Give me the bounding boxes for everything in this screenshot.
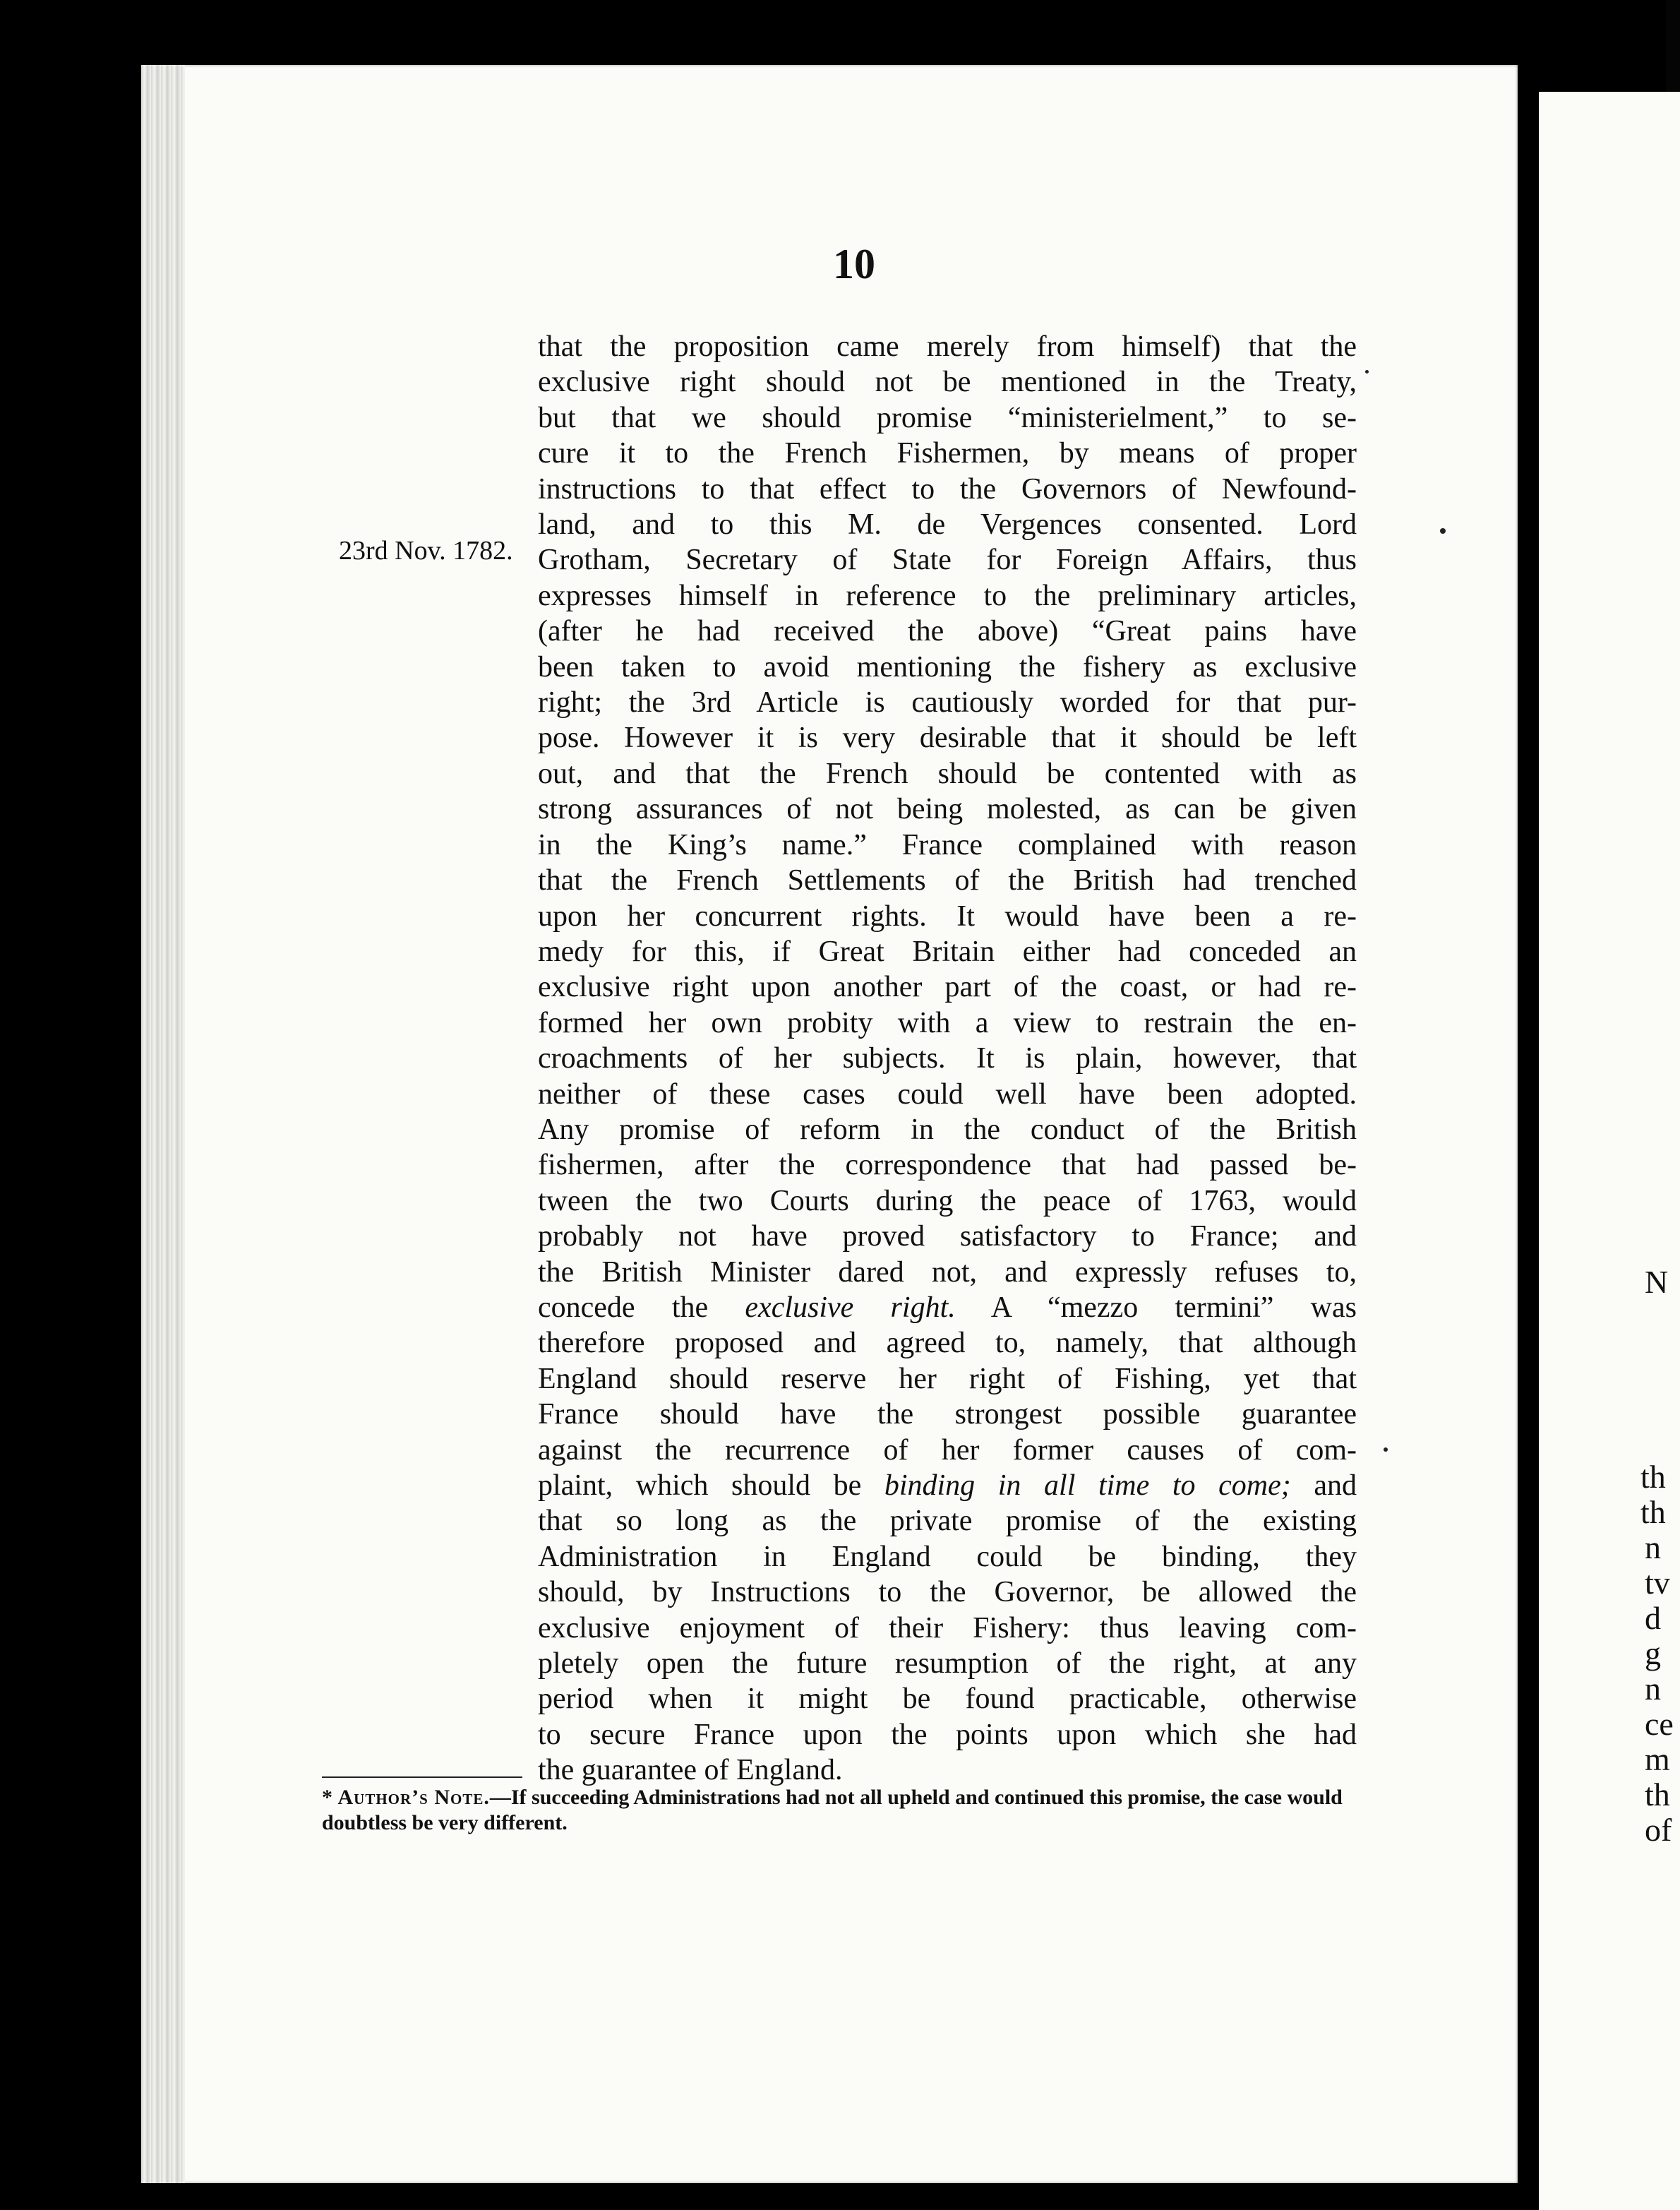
text-line: therefore proposed and agreed to, namely, that although (538, 1327, 1357, 1360)
page-binding-edge (141, 65, 185, 2183)
footnote-marker: * (322, 1786, 332, 1809)
fragment: N (1645, 1264, 1669, 1300)
text-line: England should reserve her right of Fishing, yet that (538, 1362, 1357, 1395)
scan-speck (1365, 370, 1369, 374)
fragment: d (1645, 1600, 1661, 1636)
text-line: Administration in England could be binding, they (538, 1540, 1357, 1573)
text-line: but that we should promise “ministerielment,” to se- (538, 401, 1357, 434)
text-line: pletely open the future resumption of the right, at any (538, 1647, 1357, 1680)
text-line: out, and that the French should be contented with as (538, 757, 1357, 790)
facing-page-fragments (1640, 0, 1674, 2209)
text-line: been taken to avoid mentioning the fishery as exclusive (538, 650, 1357, 683)
text-line: against the recurrence of her former causes of com- (538, 1433, 1357, 1467)
text-line: formed her own probity with a view to restrain the en- (538, 1006, 1357, 1039)
footnote (322, 1785, 1367, 1836)
text-line: in the King’s name.” France complained with reason (538, 828, 1357, 861)
text-line: (after he had received the above) “Great pains have (538, 615, 1357, 648)
text-line: neither of these cases could well have been adopted. (538, 1077, 1357, 1111)
text-line: plaint, which should be binding in all time to come; and (538, 1469, 1357, 1502)
text-line: croachments of her subjects. It is plain, however, that (538, 1042, 1357, 1075)
footnote-author-label: Author’s Note. (337, 1786, 490, 1809)
text-line: pose. However it is very desirable that it should be left (538, 722, 1357, 755)
margin-date-note: 23rd Nov. 1782. (339, 536, 513, 566)
text-line: that so long as the private promise of the existing (538, 1505, 1357, 1538)
fragment: n (1645, 1671, 1661, 1707)
text-line: concede the exclusive right. A “mezzo termini” was (538, 1291, 1357, 1324)
italic-phrase: exclusive right. (745, 1291, 956, 1324)
text-line: strong assurances of not being molested, as can be given (538, 793, 1357, 826)
body-paragraph (538, 329, 1357, 1788)
text-line: instructions to that effect to the Governors of Newfound- (538, 472, 1357, 506)
scan-speck (1384, 1447, 1388, 1452)
text-line: right; the 3rd Article is cautiously worded for that pur- (538, 686, 1357, 719)
text-line: medy for this, if Great Britain either had conceded an (538, 935, 1357, 968)
text-line: that the French Settlements of the British had trenched (538, 864, 1357, 897)
footnote-divider (322, 1776, 522, 1778)
text-line: exclusive enjoyment of their Fishery: thus leaving com- (538, 1611, 1357, 1644)
fragment: m (1645, 1741, 1670, 1777)
text-line: the guarantee of England. (538, 1754, 843, 1787)
text-line: that the proposition came merely from himself) that the (538, 330, 1357, 363)
fragment: n (1645, 1529, 1661, 1565)
text-line: France should have the strongest possible guarantee (538, 1398, 1357, 1431)
text-line: tween the two Courts during the peace of 1763, would (538, 1184, 1357, 1217)
text-line: cure it to the French Fishermen, by means of proper (538, 437, 1357, 470)
fragment: g (1645, 1635, 1661, 1671)
text-line: exclusive right upon another part of the coast, or had re- (538, 971, 1357, 1004)
text-line: expresses himself in reference to the preliminary articles, (538, 579, 1357, 612)
text-line: probably not have proved satisfactory to France; and (538, 1220, 1357, 1253)
text-line: fishermen, after the correspondence that had passed be- (538, 1149, 1357, 1182)
scan-speck (1440, 528, 1446, 534)
text-line: Any promise of reform in the conduct of the British (538, 1113, 1357, 1146)
text-line: to secure France upon the points upon which she had (538, 1718, 1357, 1751)
page-number: 10 (833, 241, 875, 287)
text-line: the British Minister dared not, and expressly refuses to, (538, 1255, 1357, 1289)
fragment: tv (1645, 1565, 1670, 1601)
fragment: ce (1645, 1706, 1674, 1742)
fragment: of (1645, 1812, 1672, 1848)
text-line: period when it might be found practicable, otherwise (538, 1683, 1357, 1716)
text-line: should, by Instructions to the Governor, be allowed the (538, 1576, 1357, 1609)
fragment: th (1640, 1459, 1666, 1495)
fragment: th (1640, 1494, 1666, 1530)
text-line: Grotham, Secretary of State for Foreign Affairs, thus (538, 544, 1357, 577)
text-line: upon her concurrent rights. It would have been a re- (538, 900, 1357, 933)
italic-phrase: binding in all time to come; (884, 1469, 1291, 1502)
footnote-text: —If succeeding Administrations had not all upheld and continued this promise, the case would doubtless be very different. (322, 1786, 1343, 1834)
fragment: th (1645, 1776, 1670, 1812)
text-line: exclusive right should not be mentioned in the Treaty, (538, 366, 1357, 399)
text-line: land, and to this M. de Vergences consented. Lord (538, 508, 1357, 542)
